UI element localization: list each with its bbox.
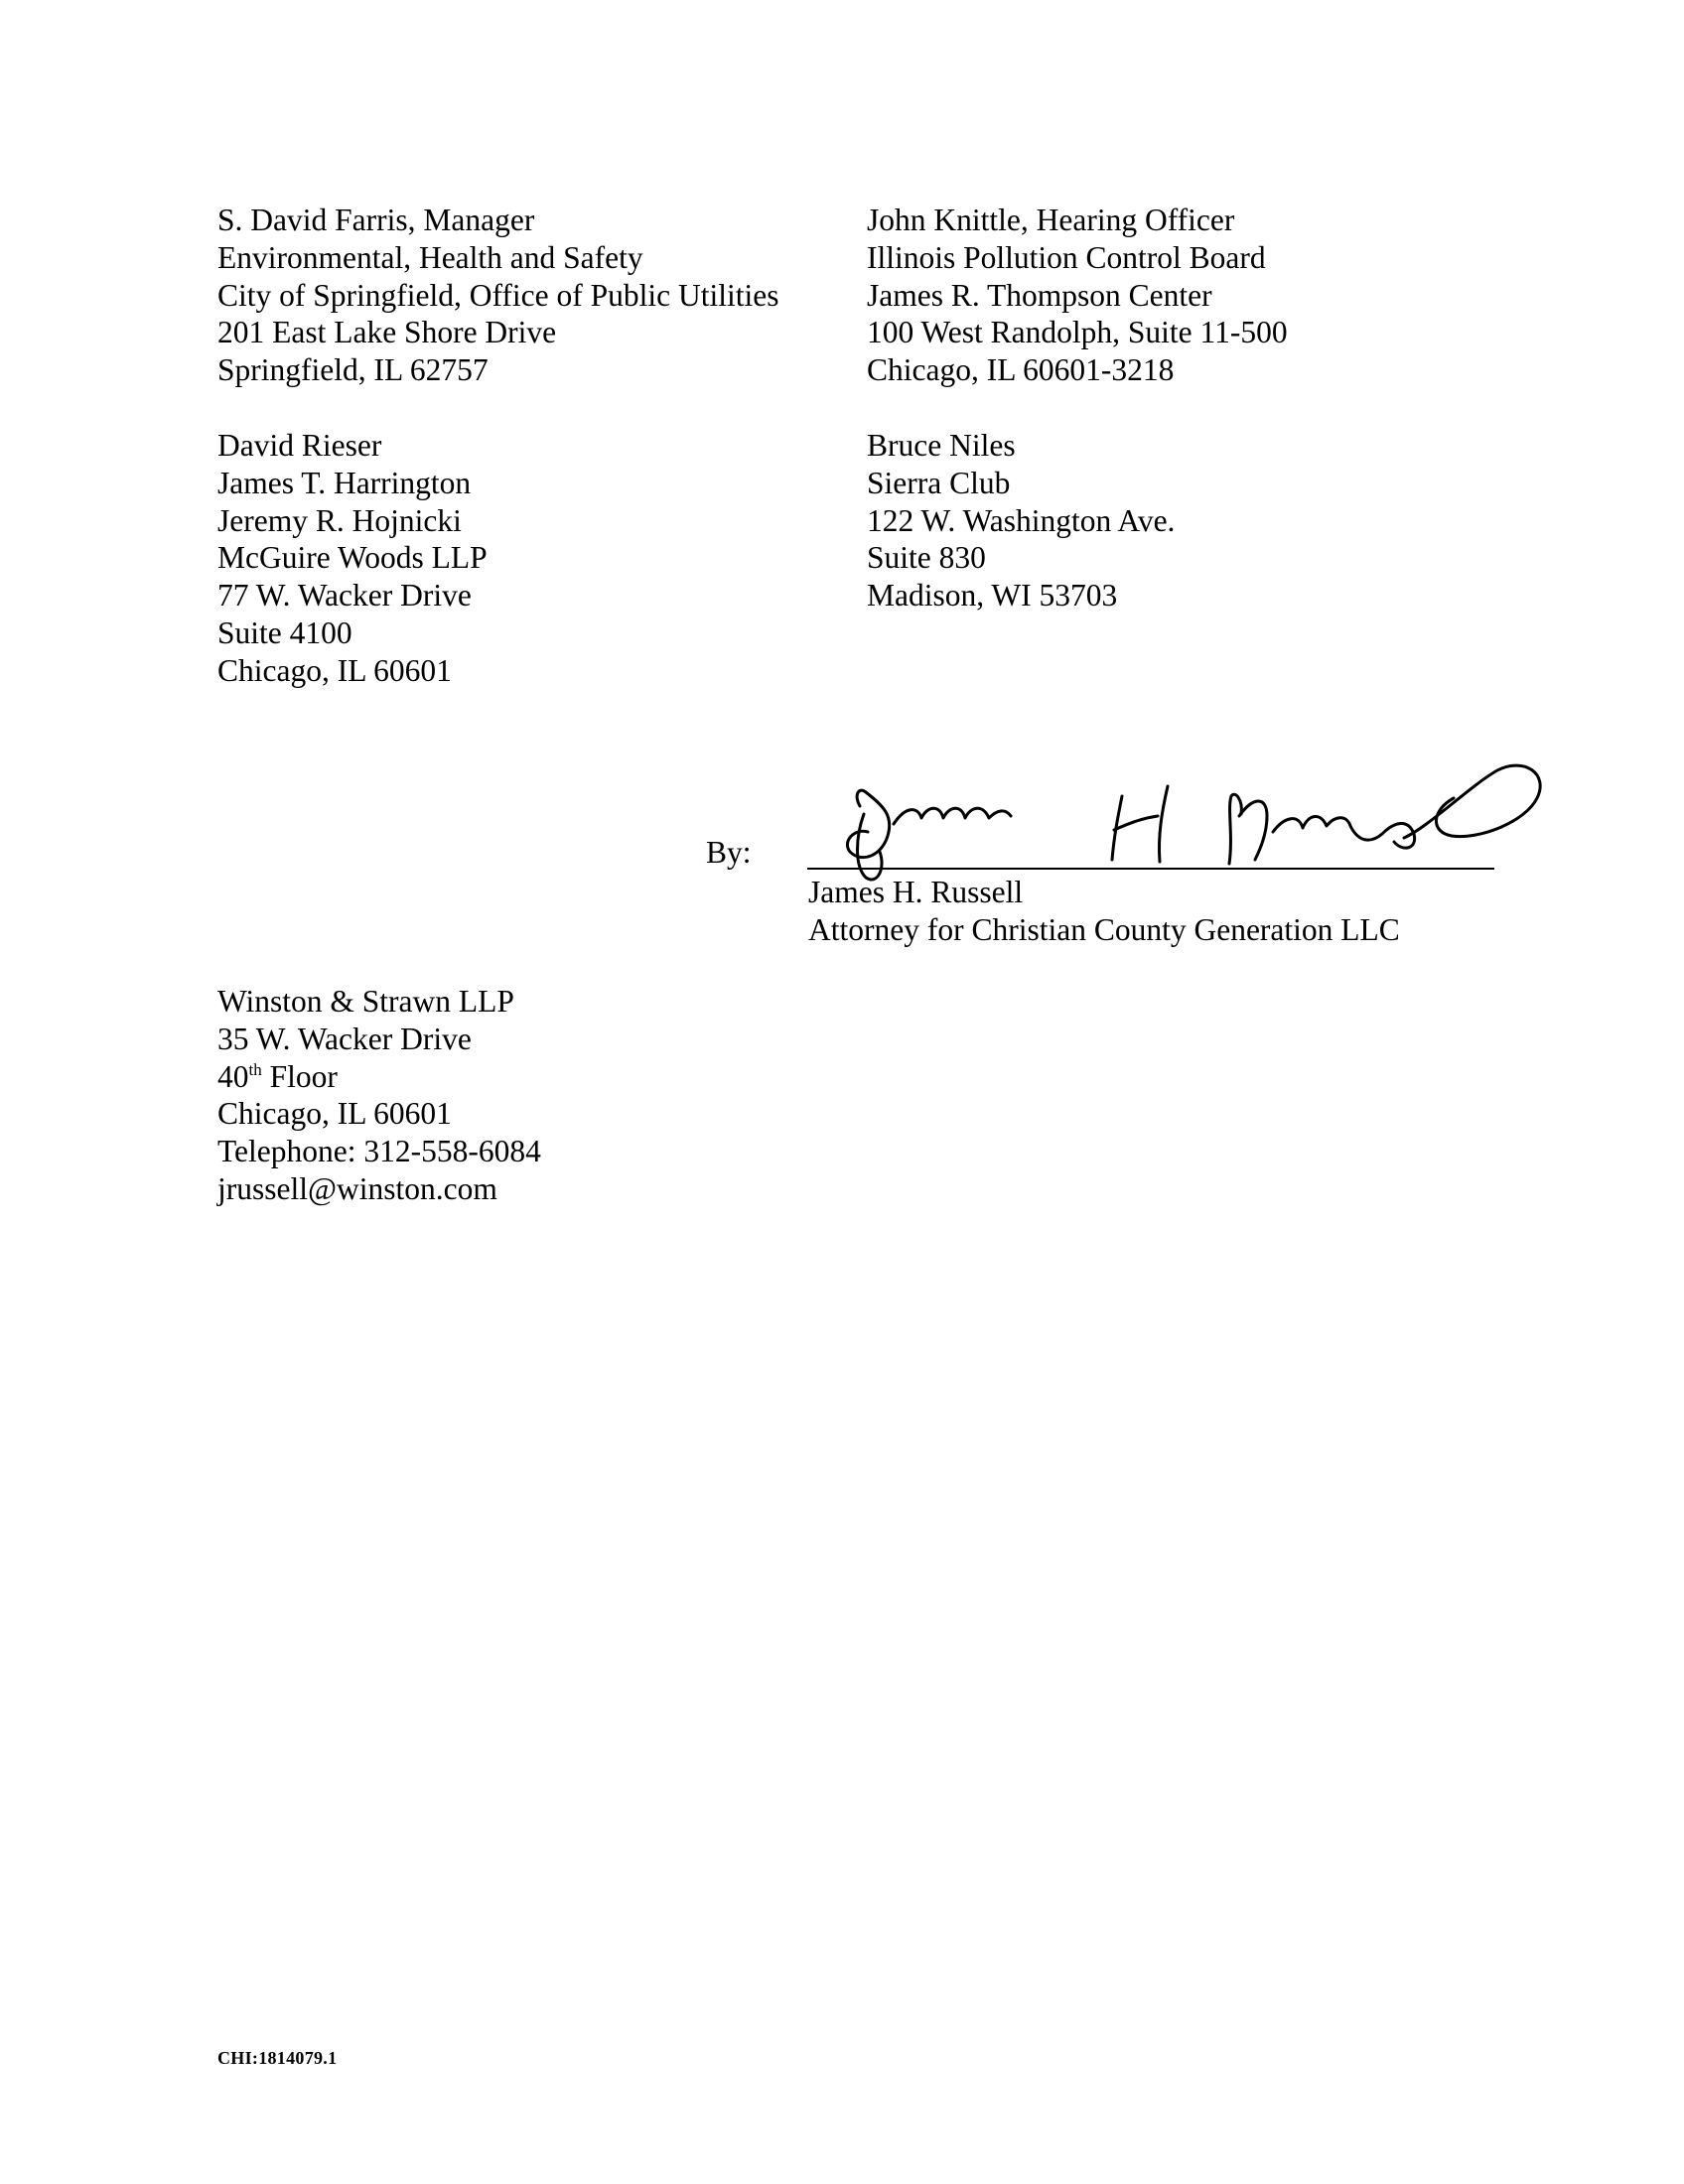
signer-name: James H. Russell: [808, 875, 1024, 909]
firm-street: 35 W. Wacker Drive: [217, 1021, 472, 1056]
address-line: Suite 830: [867, 540, 986, 576]
address-line: City of Springfield, Office of Public Utilities: [217, 277, 779, 313]
address-line: Illinois Pollution Control Board: [867, 239, 1266, 275]
firm-email: jrussell@winston.com: [217, 1170, 497, 1206]
address-line: Chicago, IL 60601-3218: [867, 352, 1175, 388]
service-address-rieser: [217, 427, 488, 690]
firm-name: Winston & Strawn LLP: [217, 984, 514, 1019]
floor-word: Floor: [261, 1058, 338, 1094]
address-line: 122 W. Washington Ave.: [867, 502, 1176, 538]
address-line: Suite 4100: [217, 614, 352, 650]
address-line: John Knittle, Hearing Officer: [867, 203, 1235, 237]
service-address-niles: [867, 427, 1175, 614]
address-line: Madison, WI 53703: [867, 578, 1118, 614]
handwritten-signature: [794, 756, 1549, 886]
address-line: Jeremy R. Hojnicki: [217, 502, 462, 538]
service-address-farris: [217, 202, 778, 389]
address-line: 100 West Randolph, Suite 11-500: [867, 315, 1288, 350]
address-line: McGuire Woods LLP: [217, 540, 488, 576]
firm-telephone: Telephone: 312-558-6084: [217, 1134, 541, 1169]
firm-contact-block: [217, 983, 541, 1208]
address-line: James R. Thompson Center: [867, 277, 1212, 313]
address-line: Sierra Club: [867, 465, 1011, 500]
address-line: Springfield, IL 62757: [217, 352, 489, 388]
document-number: CHI:1814079.1: [217, 2048, 338, 2068]
signer-block: [808, 874, 1400, 949]
firm-city: Chicago, IL 60601: [217, 1096, 452, 1132]
address-line: 77 W. Wacker Drive: [217, 578, 472, 614]
service-address-knittle: [867, 202, 1288, 389]
address-line: Bruce Niles: [867, 428, 1016, 463]
address-line: James T. Harrington: [217, 465, 472, 500]
address-line: Environmental, Health and Safety: [217, 239, 643, 275]
floor-number: 40: [217, 1058, 249, 1094]
address-line: David Rieser: [217, 428, 382, 463]
signer-title: Attorney for Christian County Generation LLC: [808, 911, 1400, 947]
floor-suffix: th: [248, 1059, 262, 1079]
address-line: 201 East Lake Shore Drive: [217, 315, 557, 350]
address-line: Chicago, IL 60601: [217, 652, 452, 688]
address-line: S. David Farris, Manager: [217, 203, 535, 237]
signature-line: [807, 868, 1494, 870]
by-label: By:: [706, 835, 752, 870]
firm-floor: [217, 1058, 541, 1096]
